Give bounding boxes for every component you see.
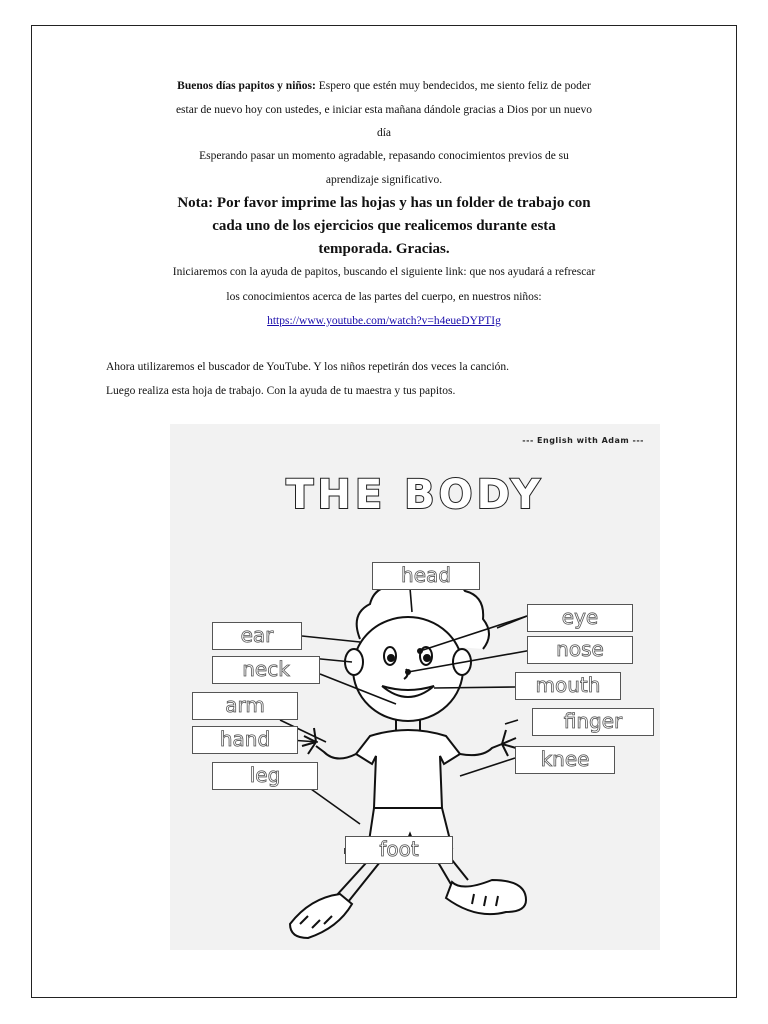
intro-line-2: estar de nuevo hoy con ustedes, e iniciar esta mañana dándole gracias a Dios por un nuevo: [175, 104, 593, 116]
label-finger: finger: [532, 708, 654, 736]
intro-line-1: [0, 78, 768, 94]
link-line-1: Iniciaremos con la ayuda de papitos, buscando el siguiente link: que nos ayudará a refrescar: [172, 266, 596, 278]
label-leg: leg: [212, 762, 318, 790]
label-eye: eye: [527, 604, 633, 632]
label-mouth: mouth: [515, 672, 621, 700]
label-foot: foot: [345, 836, 453, 864]
intro-line-4: Esperando pasar un momento agradable, repasando conocimientos previos de su: [199, 150, 569, 162]
label-ear: ear: [212, 622, 302, 650]
label-hand: hand: [192, 726, 298, 754]
greeting: Buenos días papitos y niños:: [177, 80, 316, 92]
worksheet-credit: --- English with Adam ---: [522, 436, 644, 445]
label-nose: nose: [527, 636, 633, 664]
nota-line-1: Nota: Por favor imprime las hojas y has un folder de trabajo con: [177, 195, 591, 211]
intro-line-1-rest: Espero que estén muy bendecidos, me siento feliz de poder: [318, 80, 591, 92]
instruction-line-1: Ahora utilizaremos el buscador de YouTube. Y los niños repetirán dos veces la canción.: [106, 361, 510, 373]
link-url-row: [0, 313, 768, 329]
label-arm: arm: [192, 692, 298, 720]
label-knee: knee: [515, 746, 615, 774]
link-line-2: los conocimientos acerca de las partes del cuerpo, en nuestros niños:: [226, 291, 542, 303]
instruction-line-2: Luego realiza esta hoja de trabajo. Con la ayuda de tu maestra y tus papitos.: [106, 385, 456, 397]
intro-line-3: día: [376, 127, 392, 139]
body-worksheet: [170, 424, 660, 950]
label-head: head: [372, 562, 480, 590]
intro-line-5: aprendizaje significativo.: [325, 174, 443, 186]
youtube-link[interactable]: https://www.youtube.com/watch?v=h4eueDYPTIg: [267, 315, 501, 327]
worksheet-title: THE BODY: [286, 472, 544, 518]
nota-line-3: temporada. Gracias.: [318, 241, 450, 257]
nota-line-2: cada uno de los ejercicios que realicemos durante esta: [212, 218, 556, 234]
label-neck: neck: [212, 656, 320, 684]
